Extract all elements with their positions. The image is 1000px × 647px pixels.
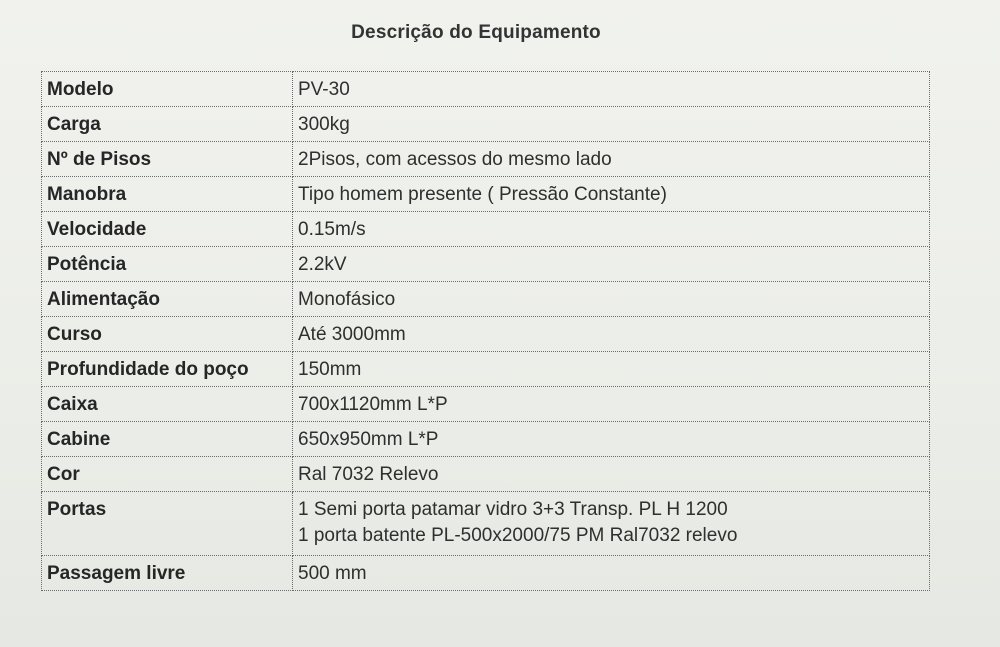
row-value	[293, 317, 930, 352]
row-value-line: 2.2kV	[298, 254, 347, 275]
table-row	[42, 282, 930, 317]
table-row	[42, 177, 930, 212]
row-label: Velocidade	[42, 212, 293, 247]
row-value-line: 150mm	[298, 359, 362, 380]
row-value-line: 1 porta batente PL-500x2000/75 PM Ral7032 relevo	[298, 525, 738, 546]
row-label: Caixa	[42, 387, 293, 422]
row-value-line: 300kg	[298, 114, 350, 135]
row-value	[293, 422, 930, 457]
row-value	[293, 556, 930, 591]
document-title: Descrição do Equipamento	[351, 22, 601, 43]
row-value-line: PV-30	[298, 79, 350, 100]
row-value	[293, 352, 930, 387]
row-label: Manobra	[42, 177, 293, 212]
row-value	[293, 282, 930, 317]
row-label: Carga	[42, 107, 293, 142]
row-value	[293, 492, 930, 556]
row-value	[293, 107, 930, 142]
table-row	[42, 492, 930, 556]
row-value	[293, 387, 930, 422]
table-row	[42, 422, 930, 457]
row-value	[293, 72, 930, 107]
table-row	[42, 457, 930, 492]
table-row	[42, 107, 930, 142]
row-label: Profundidade do poço	[42, 352, 293, 387]
row-value	[293, 142, 930, 177]
row-value-line: 700x1120mm L*P	[298, 394, 448, 415]
row-value-line: 500 mm	[298, 563, 367, 584]
table-row	[42, 142, 930, 177]
table-row	[42, 247, 930, 282]
row-label: Curso	[42, 317, 293, 352]
row-label: Potência	[42, 247, 293, 282]
row-value-line: Tipo homem presente ( Pressão Constante)	[298, 184, 667, 205]
row-value-line: 650x950mm L*P	[298, 429, 439, 450]
table-row	[42, 212, 930, 247]
row-label: Cor	[42, 457, 293, 492]
equipment-spec-table	[41, 71, 930, 591]
row-value	[293, 212, 930, 247]
row-value	[293, 457, 930, 492]
row-value-line: Monofásico	[298, 289, 396, 310]
row-value-line: Ral 7032 Relevo	[298, 464, 439, 485]
row-label: Passagem livre	[42, 556, 293, 591]
row-label: Modelo	[42, 72, 293, 107]
table-row	[42, 352, 930, 387]
row-label: Nº de Pisos	[42, 142, 293, 177]
row-label: Portas	[42, 492, 293, 556]
row-value-line: Até 3000mm	[298, 324, 406, 345]
table-row	[42, 72, 930, 107]
row-value-line: 2Pisos, com acessos do mesmo lado	[298, 149, 612, 170]
row-label: Alimentação	[42, 282, 293, 317]
table-row	[42, 317, 930, 352]
table-row	[42, 556, 930, 591]
row-label: Cabine	[42, 422, 293, 457]
row-value-line: 0.15m/s	[298, 219, 366, 240]
row-value-line: 1 Semi porta patamar vidro 3+3 Transp. PL H 1200	[298, 499, 728, 520]
row-value	[293, 247, 930, 282]
table-row	[42, 387, 930, 422]
row-value	[293, 177, 930, 212]
